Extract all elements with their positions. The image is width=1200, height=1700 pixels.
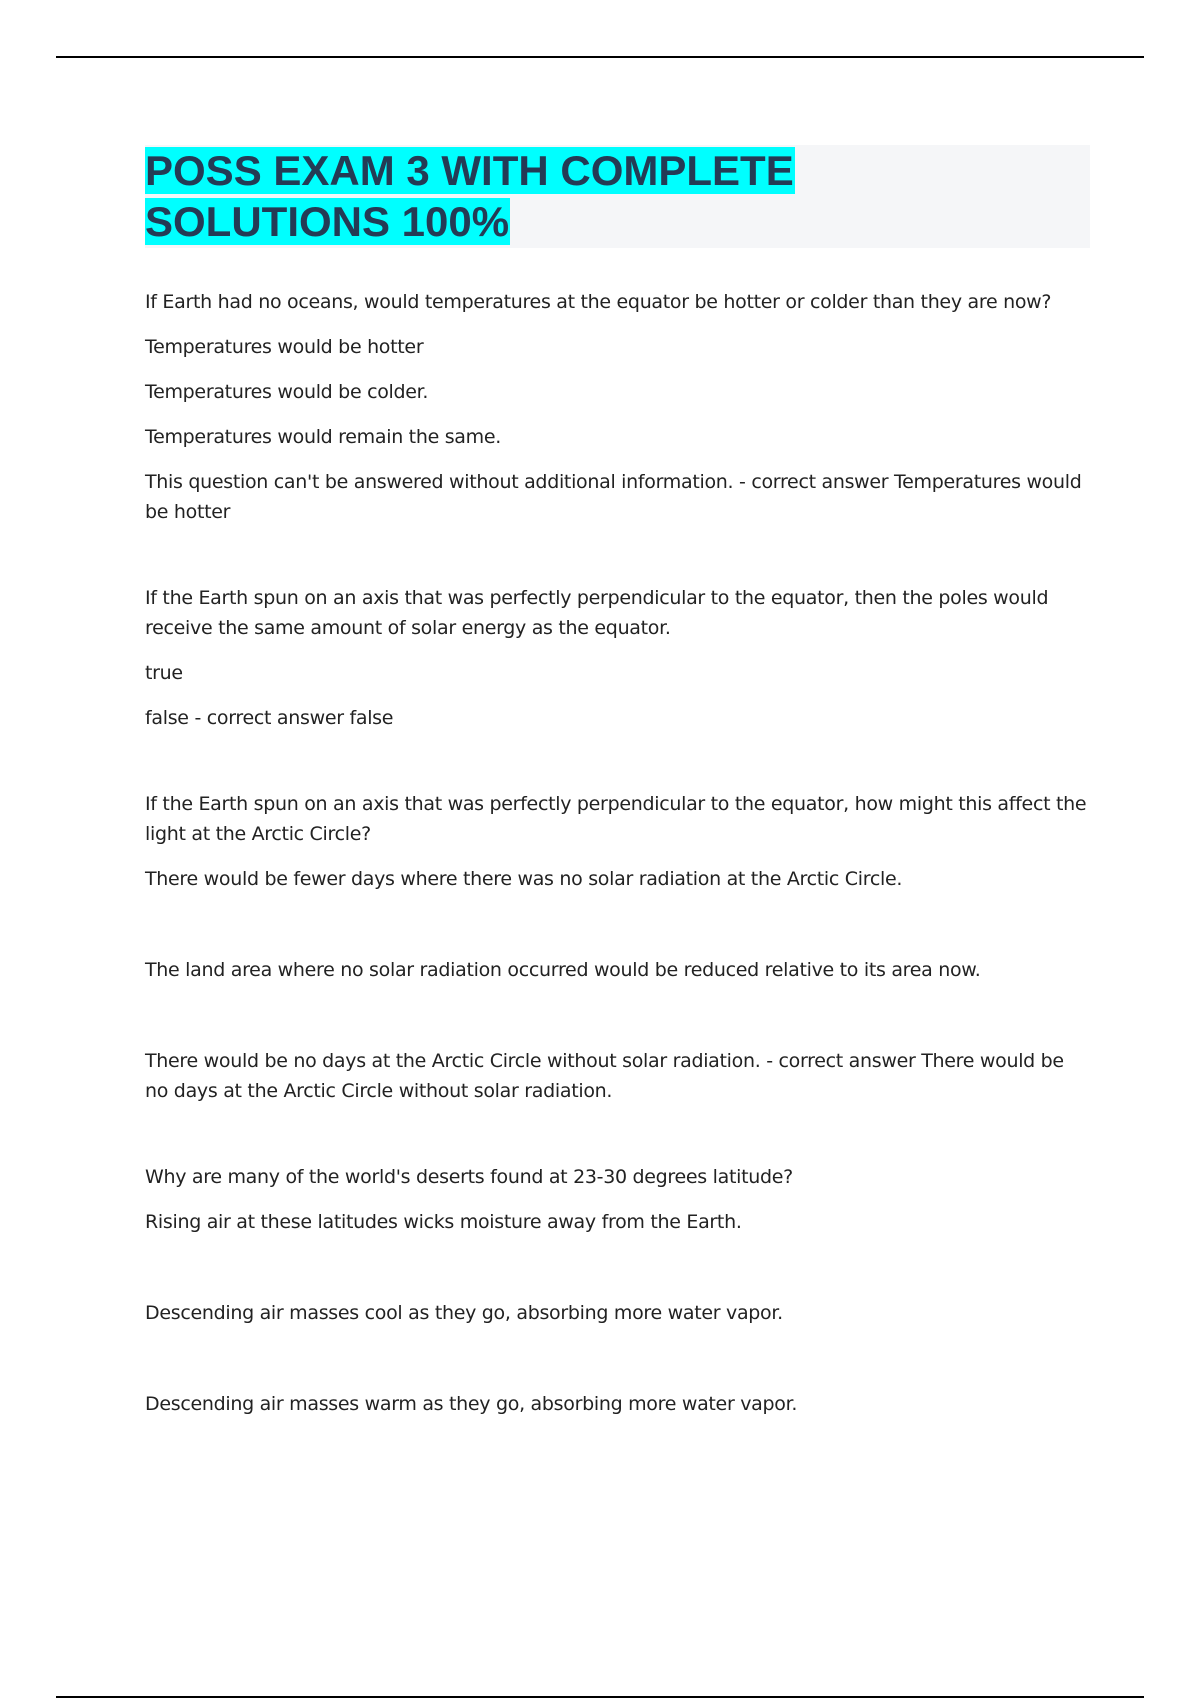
question-1 (145, 287, 1090, 527)
answer-option: Temperatures would remain the same. (145, 426, 501, 448)
question-list (145, 287, 1090, 1434)
answer-option: Temperatures would be hotter (145, 336, 424, 358)
title-block (145, 145, 1090, 248)
question-prompt: Why are many of the world's deserts found at 23-30 degrees latitude? (145, 1166, 793, 1188)
title-line-2: SOLUTIONS 100% (145, 198, 510, 245)
footer-rule (56, 1696, 1144, 1698)
title-line-1: POSS EXAM 3 WITH COMPLETE (145, 147, 794, 194)
question-prompt: If Earth had no oceans, would temperatures at the equator be hotter or colder than they are now? (145, 291, 1052, 313)
answer-option-with-correct-answer: false - correct answer false (145, 707, 394, 729)
question-4 (145, 1162, 1090, 1419)
answer-option: Temperatures would be colder. (145, 381, 429, 403)
answer-option: Descending air masses cool as they go, absorbing more water vapor. (145, 1302, 783, 1324)
header-rule (56, 56, 1144, 58)
document-title (145, 145, 1090, 247)
answer-option: true (145, 662, 183, 684)
answer-option-with-correct-answer: There would be no days at the Arctic Circle without solar radiation. - correct answer There would be no days at the Arctic Circle without solar radiation. (145, 1050, 1064, 1102)
question-3 (145, 789, 1090, 1106)
answer-option: Rising air at these latitudes wicks moisture away from the Earth. (145, 1211, 742, 1233)
answer-option-with-correct-answer: This question can't be answered without additional information. - correct answer Temperatures would be hotter (145, 471, 1082, 523)
question-prompt: If the Earth spun on an axis that was perfectly perpendicular to the equator, then the poles would receive the same amount of solar energy as the equator. (145, 587, 1049, 639)
answer-option: The land area where no solar radiation occurred would be reduced relative to its area now. (145, 959, 981, 981)
question-2 (145, 583, 1090, 733)
answer-option: Descending air masses warm as they go, absorbing more water vapor. (145, 1393, 798, 1415)
answer-option: There would be fewer days where there was no solar radiation at the Arctic Circle. (145, 868, 903, 890)
question-prompt: If the Earth spun on an axis that was perfectly perpendicular to the equator, how might this affect the light at the Arctic Circle? (145, 793, 1087, 845)
